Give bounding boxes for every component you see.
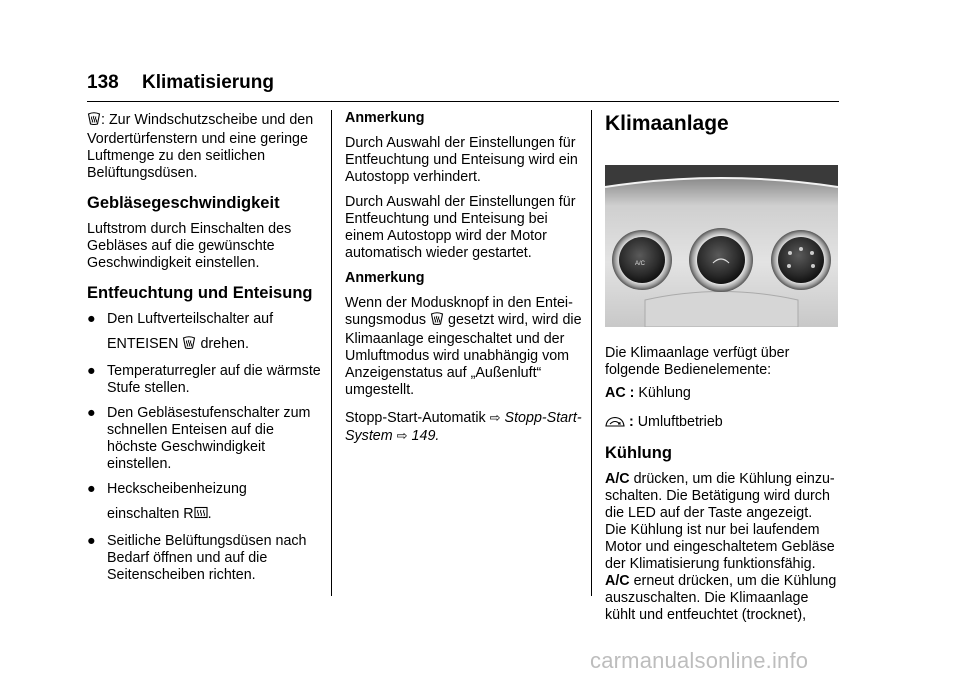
bullet-1-text-a: Den Luftverteilschalter auf — [107, 311, 274, 327]
defrost-icon — [87, 112, 101, 131]
bullet-5-text: Seitliche Belüftungsdüsen nach Bedarf öffnen und auf die Seitenscheiben richten. — [107, 533, 307, 583]
bullet-dot: ● — [87, 363, 96, 379]
recirc-key: : — [628, 414, 634, 430]
note-2-text-b: gesetzt wird, wird die Klimaanlage eingeschaltet und der Umluftmodus wird unabhängig vom Anzeigenstatus auf „Außenluft“ umgestellt. — [345, 312, 582, 398]
bullet-1-text-c: drehen. — [200, 336, 249, 352]
note-1-paragraph-1: Durch Auswahl der Einstellungen für Entfeuchtung und Enteisung wird ein Autostopp verhindert. — [345, 135, 578, 185]
heading-defog-defrost: Entfeuchtung und Enteisung — [87, 284, 313, 302]
ac-entry — [605, 385, 841, 402]
list-item — [87, 481, 325, 525]
section-title: Klimaanlage — [605, 112, 729, 135]
column-middle — [345, 110, 583, 453]
cooling-paragraph-3 — [605, 573, 841, 624]
xref-end: . — [435, 428, 440, 444]
list-item — [87, 533, 325, 584]
bullet-dot: ● — [87, 481, 96, 497]
defrost-entry-text: : Zur Windschutzscheibe und den Vordertürfenstern und eine geringe Luftmenge zu den seitlichen Belüftungsdüsen. — [87, 112, 314, 181]
note-heading: Anmerkung — [345, 270, 425, 286]
ac-button-label: A/C — [605, 471, 630, 487]
cooling-paragraph-2: Die Kühlung ist nur bei laufendem Motor und eingeschaltetem Gebläse der Klimatisierung funktionsfähig. — [605, 522, 835, 572]
list-item — [87, 311, 325, 355]
list-item — [87, 405, 325, 473]
bullet-dot: ● — [87, 405, 96, 421]
note-heading: Anmerkung — [345, 110, 425, 126]
ac-value: Kühlung — [638, 385, 691, 401]
rear-defrost-icon — [194, 506, 208, 525]
watermark: carmanualsonline.info — [590, 648, 809, 673]
column-divider — [331, 110, 332, 596]
climate-control-photo — [605, 165, 838, 327]
xref-arrow-icon: ⇨ — [489, 410, 501, 425]
column-divider — [591, 110, 592, 596]
page-number: 138 — [87, 72, 119, 93]
bullet-4-text-c: . — [207, 506, 212, 522]
ac-key: AC : — [605, 385, 635, 401]
xref-link[interactable]: Stopp-Start-System — [345, 410, 582, 444]
intro-text: Die Klimaanlage verfügt über folgende Bedienelemente: — [605, 345, 790, 378]
note-2-text-a: Wenn der Modusknopf in den Entei-sungsmodus — [345, 295, 573, 328]
heading-cooling: Kühlung — [605, 444, 672, 462]
cross-reference — [345, 409, 583, 445]
xref-label: Stopp-Start-Automatik — [345, 410, 486, 426]
note-2-paragraph — [345, 295, 583, 399]
header-rule — [87, 101, 839, 102]
bullet-dot: ● — [87, 533, 96, 549]
column-right-body — [605, 345, 841, 632]
photo-ac-label: A/C — [635, 261, 646, 267]
cooling-paragraph-1 — [605, 471, 841, 522]
xref-page[interactable]: 149 — [411, 428, 436, 444]
fan-speed-text: Luftstrom durch Einschalten des Gebläses auf die gewünschte Geschwindigkeit einstellen. — [87, 221, 292, 271]
bullet-3-text: Den Gebläsestufenschalter zum schnellen Enteisen auf die höchste Geschwindigkeit einstellen. — [107, 405, 311, 472]
bullet-4-text-b: einschalten R — [107, 506, 194, 522]
cooling-text-1: drücken, um die Kühlung einzu-schalten. Die Betätigung wird durch die LED auf der Taste angezeigt. — [605, 471, 835, 521]
bullet-dot: ● — [87, 311, 96, 327]
bullet-4-text-a: Heckscheibenheizung — [107, 481, 247, 497]
page-header — [87, 70, 839, 100]
chapter-title: Klimatisierung — [142, 72, 274, 93]
xref-arrow-icon: ⇨ — [396, 428, 408, 443]
column-right — [605, 110, 841, 136]
bullet-1-text-b: ENTEISEN — [107, 336, 179, 352]
recirc-value: Umluftbetrieb — [637, 414, 723, 430]
ac-button-label: A/C — [605, 573, 630, 589]
defrost-entry — [87, 112, 325, 182]
defrost-icon — [182, 336, 196, 355]
recirc-entry — [605, 414, 841, 433]
cooling-text-3: erneut drücken, um die Kühlung auszuschalten. Die Klimaanlage kühlt und entfeuchtet (trocknet), — [605, 573, 837, 623]
list-item — [87, 363, 325, 397]
bullet-2-text: Temperaturregler auf die wärmste Stufe stellen. — [107, 363, 321, 396]
heading-fan-speed: Gebläsegeschwindigkeit — [87, 194, 280, 212]
defrost-icon — [430, 312, 444, 331]
recirculation-icon — [605, 416, 625, 433]
note-1-paragraph-2: Durch Auswahl der Einstellungen für Entfeuchtung und Enteisung bei einem Autostopp wird der Motor automatisch wieder gestartet. — [345, 194, 576, 261]
column-left — [87, 110, 325, 592]
